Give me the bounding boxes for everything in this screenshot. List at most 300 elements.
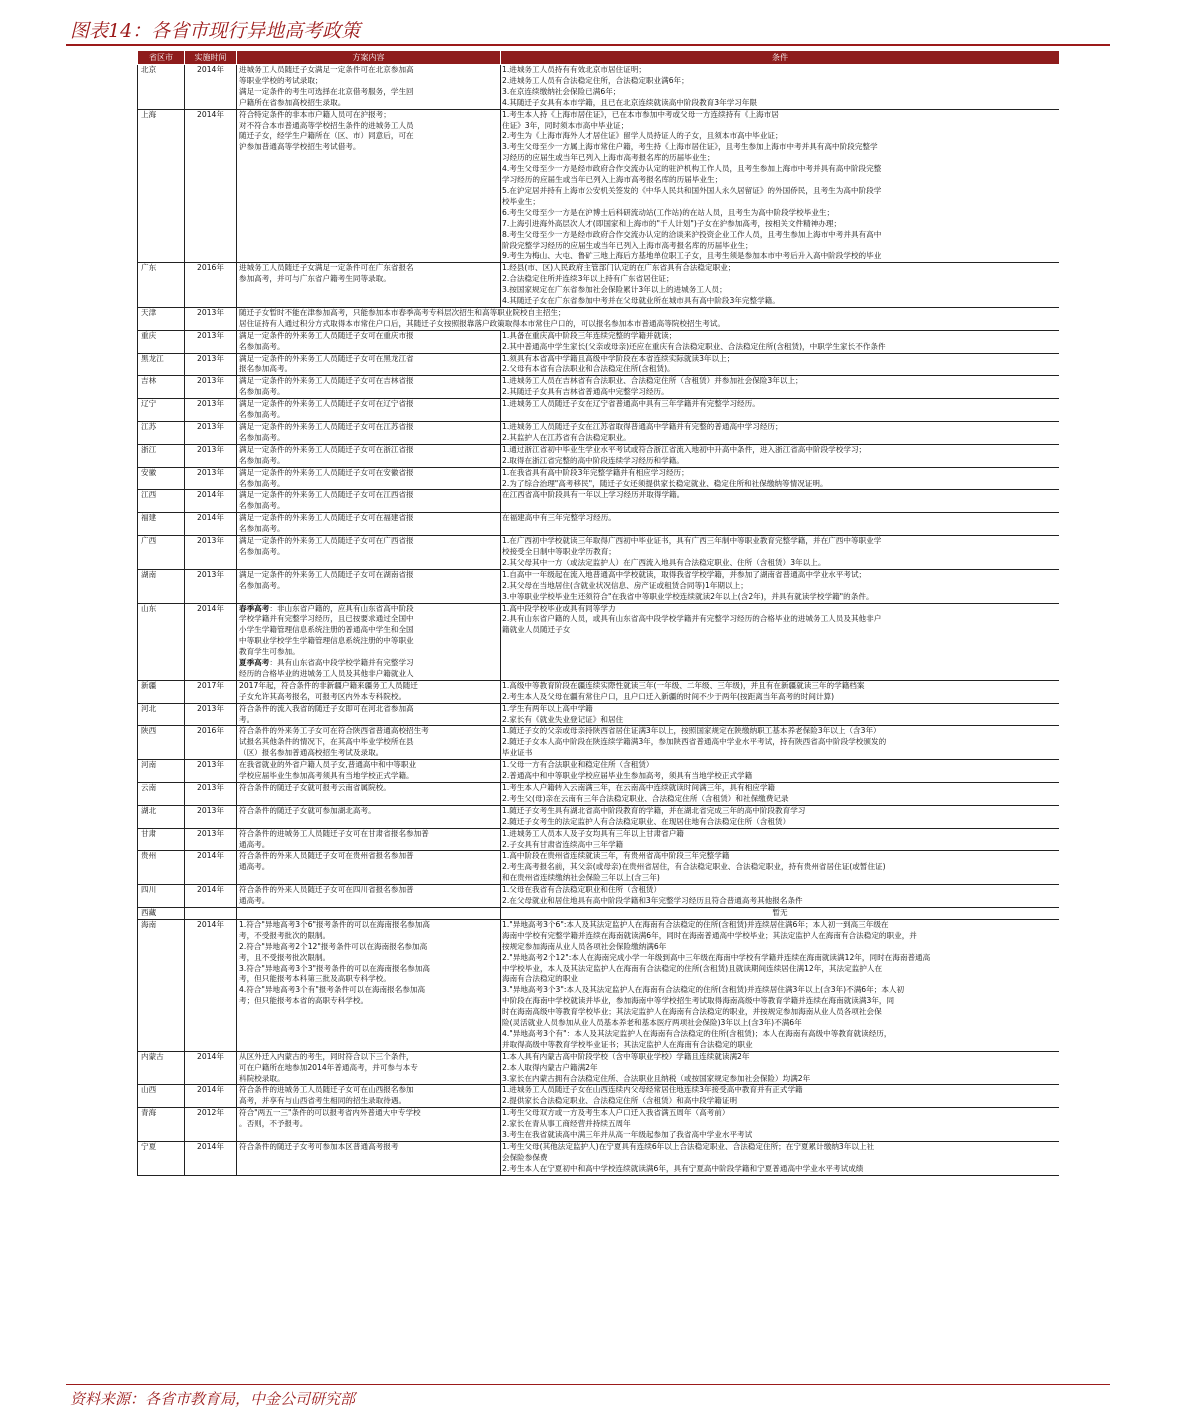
line-text: 中等职业学校学生学籍管理信息系统注册的中等职业 xyxy=(239,636,414,646)
cell-text-line: 1.本人具有内蒙古高中阶段学校（含中等职业学校）学籍且连续就读满2年 xyxy=(502,1051,750,1061)
plan-cell xyxy=(237,353,501,376)
table-row xyxy=(138,851,1060,885)
conditions-cell xyxy=(501,726,1060,760)
plan-cell xyxy=(237,330,501,353)
plan-cell xyxy=(237,1142,501,1176)
province-cell: 青海 xyxy=(138,1108,185,1142)
cell-text-line: 1.通过浙江省初中毕业生学业水平考试或符合浙江省流入地初中升高中条件，进入浙江省高中阶段学校学习； xyxy=(502,444,867,454)
plan-cell xyxy=(237,760,501,783)
policy-table-container xyxy=(137,50,1059,1382)
cell-text-line: 子女允许其高考报名，可报考区内外本专科院校。 xyxy=(239,691,407,701)
table-row xyxy=(138,263,1060,308)
header-year: 实施时间 xyxy=(185,51,237,65)
plan-cell xyxy=(237,783,501,806)
cell-text-line: 2.提供家长合法稳定职业、合法稳定住所（含租赁）和高中段学籍证明 xyxy=(502,1096,738,1106)
province-cell: 广东 xyxy=(138,263,185,308)
cell-text-line: 名参加高考。 xyxy=(239,580,285,590)
line-text: 学校学籍并有完整学习经历，且已按要求通过全国中 xyxy=(239,614,414,624)
cell-text-line: 1.考生父母双方或一方及考生本人户口迁入我省满五周年（高考前） xyxy=(502,1108,730,1118)
year-cell: 2013年 xyxy=(185,422,237,445)
plan-cell xyxy=(237,399,501,422)
cell-text-line: 3."异地高考3个3":本人及其法定监护人在海南有合法稳定的住所(含租赁)并连续居住满3年以上(含3年)不满6年；本人初 xyxy=(502,985,905,995)
year-cell xyxy=(185,907,237,919)
conditions-cell xyxy=(501,422,1060,445)
cell-text-line: 阶段完整学习经历的应届生或当年已列入上海市高考报名库的历届毕业生； xyxy=(502,240,753,250)
province-cell: 天津 xyxy=(138,307,185,330)
year-cell: 2013年 xyxy=(185,569,237,603)
cell-text-line: 2.其父母在当地居住(含就业状况信息、房产证或租赁合同等)1年期以上； xyxy=(502,580,748,590)
cell-text-line: 2.本人取得内蒙古户籍满2年 xyxy=(502,1062,598,1072)
plan-cell xyxy=(237,828,501,851)
province-cell: 河北 xyxy=(138,703,185,726)
cell-text-line: 3.考生在我省就读高中满三年并从高一年级起参加了我省高中学业水平考试 xyxy=(502,1130,753,1140)
cell-text-line xyxy=(239,669,498,680)
table-row xyxy=(138,376,1060,399)
province-cell: 辽宁 xyxy=(138,399,185,422)
cell-text-line: 名参加高考。 xyxy=(239,524,285,534)
table-row xyxy=(138,703,1060,726)
cell-text-line: 名参加高考。 xyxy=(239,546,285,556)
year-cell: 2016年 xyxy=(185,263,237,308)
cell-text-line: 考，且不受报考批次限制。 xyxy=(239,952,331,962)
cell-text-line: 通高考。 xyxy=(239,862,270,872)
cell-text-line: 2.子女具有甘肃省连续高中三年学籍 xyxy=(502,839,624,849)
year-cell: 2013年 xyxy=(185,444,237,467)
cell-text-line: 1.高中阶段在贵州省连续就读三年，有贵州省高中阶段三年完整学籍 xyxy=(502,851,730,861)
year-cell: 2013年 xyxy=(185,376,237,399)
plan-cell xyxy=(237,263,501,308)
cell-text-line: 满足一定条件的外来务工人员随迁子女可在安徽省报 xyxy=(239,467,414,477)
plan-cell xyxy=(237,307,1060,330)
cell-text-line: 4."异地高考3个有"：本人及其法定监护人在海南有合法稳定的住所(含租赁)；本人在海南有高级中等教育就读经历， xyxy=(502,1028,892,1038)
cell-text-line: 进城务工人员随迁子女满足一定条件可在广东省报名 xyxy=(239,263,414,273)
cell-text-line: 1.须具有本省高中学籍且高级中学阶段在本省连续实际就读3年以上； xyxy=(502,353,735,363)
cell-text-line: 报名参加高考。 xyxy=(239,364,293,374)
cell-text-line: （区）报名参加普通高校招生考试及录取。 xyxy=(239,748,384,758)
cell-text-line: 3.按国家规定在广东省参加社会保险累计3年以上的进城务工人员； xyxy=(502,285,727,295)
cell-text-line: 户籍所在省参加高校招生录取。 xyxy=(239,97,346,107)
year-cell: 2013年 xyxy=(185,805,237,828)
cell-text-line: 2.父母有本省有合法职业和合法稳定住所(含租赁)。 xyxy=(502,364,675,374)
cell-text-line: 2.在父母就业和居住地具有高中阶段学籍和3年完整学习经历且符合普通高考其他报名条件 xyxy=(502,896,803,906)
cell-text-line: 满足一定条件的外来务工人员随迁子女可在江苏省报 xyxy=(239,422,414,431)
table-row xyxy=(138,330,1060,353)
cell-text-line: 1.父母一方有合法职业和稳定住所（含租赁） xyxy=(502,760,654,770)
conditions-cell xyxy=(501,1142,1060,1176)
cell-text-line: 进城务工人员随迁子女满足一定条件可在北京参加高 xyxy=(239,65,414,74)
year-cell: 2014年 xyxy=(185,1051,237,1085)
plan-cell xyxy=(237,680,501,703)
table-row xyxy=(138,109,1060,263)
table-row xyxy=(138,805,1060,828)
cell-text-line: 7.上海引进海外高层次人才(即国家和上海市的"千人计划")子女在沪参加高考，按相关文件精神办理； xyxy=(502,218,842,228)
cell-text-line: 1.经县(市、区)人民政府主管部门认定的在广东省具有合法稳定职业； xyxy=(502,263,736,273)
cell-text-line: 居住证持有人通过积分方式取得本市常住户口后，其随迁子女按照报靠落户政策取得本市常住户口的，可以报名参加本市普通高等院校招生考试。 xyxy=(239,318,725,328)
cell-text-line: 2.家长在青从事工商经营并持续五周年 xyxy=(502,1119,631,1129)
plan-cell xyxy=(237,65,501,110)
cell-text-line: 满足一定条件的外来务工人员随迁子女可在湖南省报 xyxy=(239,569,414,579)
province-cell: 山东 xyxy=(138,603,185,680)
cell-text-line: 符合条件的随迁子女就可参加湖北高考。 xyxy=(239,805,376,815)
cell-text-line: 1.考生本人户籍转入云南满三年，在云南高中连续就读时间满三年，具有相应学籍 xyxy=(502,783,776,792)
header-province: 省区市 xyxy=(138,51,185,65)
cell-text-line: 1."异地高考3个6":本人及其法定监护人在海南有合法稳定的住所(含租赁)并连续居住满6年；本人初一到高三年级在 xyxy=(502,919,889,929)
province-cell: 甘肃 xyxy=(138,828,185,851)
province-cell: 云南 xyxy=(138,783,185,806)
province-cell: 新疆 xyxy=(138,680,185,703)
conditions-cell xyxy=(501,399,1060,422)
plan-cell xyxy=(237,885,501,908)
cell-text-line: 2.考生本人在宁夏初中和高中学校连续就读满6年，具有宁夏高中阶段学籍和宁夏普通高中学业水平考试成绩 xyxy=(502,1163,864,1173)
table-row xyxy=(138,726,1060,760)
conditions-cell xyxy=(501,109,1060,263)
plan-cell xyxy=(237,536,501,570)
cell-text-line: 随迁子女暂时不能在津参加高考，只能参加本市春季高考专科层次招生和高等职业院校自主招生； xyxy=(239,307,566,317)
year-cell: 2014年 xyxy=(185,65,237,110)
conditions-cell xyxy=(501,490,1060,513)
year-cell: 2014年 xyxy=(185,1142,237,1176)
cell-text-line: 通高考。 xyxy=(239,839,270,849)
table-row xyxy=(138,1142,1060,1176)
title-divider xyxy=(66,44,1110,46)
line-text: 经历的合格毕业的进城务工人员及其他非户籍就业人 xyxy=(239,668,414,678)
table-row xyxy=(138,907,1060,919)
line-text: ：非山东省户籍的，应具有山东省高中阶段 xyxy=(269,603,414,613)
year-cell: 2012年 xyxy=(185,1108,237,1142)
year-cell: 2014年 xyxy=(185,513,237,536)
plan-cell xyxy=(237,907,501,919)
cell-text-line: 海南有合法稳定的职业 xyxy=(502,974,578,984)
source-divider xyxy=(66,1384,1110,1385)
conditions-cell xyxy=(501,828,1060,851)
year-cell: 2013年 xyxy=(185,760,237,783)
cell-text-line: 2.符合"异地高考2个12"报考条件可以在海南报名参加高 xyxy=(239,941,428,951)
year-cell: 2013年 xyxy=(185,330,237,353)
cell-text-line: 校接受全日制中等职业学历教育； xyxy=(502,546,616,556)
province-cell: 湖南 xyxy=(138,569,185,603)
cell-text-line: 1.随迁子女的父亲或母亲持陕西省居住证满3年以上，按照国家规定在陕缴纳职工基本养老保险3年以上（含3年） xyxy=(502,726,881,736)
conditions-cell xyxy=(501,919,1060,1051)
plan-cell xyxy=(237,422,501,445)
policy-table xyxy=(137,50,1059,1176)
cell-text-line: 1.具备在重庆高中阶段三年连续完整的学籍并就读； xyxy=(502,330,677,340)
conditions-cell xyxy=(501,907,1060,919)
cell-text-line: 3.家长在内蒙古拥有合法稳定住所、合法职业且纳税（或按国家规定参加社会保险）均满2年 xyxy=(502,1073,811,1083)
year-cell: 2014年 xyxy=(185,919,237,1051)
cell-text-line: 1.进城务工人员随迁子女在江苏省取得普通高中学籍并有完整的普通高中学习经历； xyxy=(502,422,783,431)
conditions-cell xyxy=(501,569,1060,603)
conditions-cell xyxy=(501,353,1060,376)
table-row xyxy=(138,828,1060,851)
plan-cell xyxy=(237,513,501,536)
cell-text-line: 1.父母在我省有合法稳定职业和住所（含租赁） xyxy=(502,885,662,895)
cell-text-line: 2.其随迁子女具有吉林省普通高中完整学习经历。 xyxy=(502,387,669,397)
cell-text-line: 在江西省高中阶段具有一年以上学习经历并取得学籍。 xyxy=(502,490,685,500)
cell-text-line: 1.进城务工人员本人及子女均具有三年以上甘肃省户籍 xyxy=(502,828,684,838)
table-row xyxy=(138,885,1060,908)
cell-text-line: 习经历的应届生或当年已列入上海市高考报名库的历届毕业生； xyxy=(502,153,715,163)
cell-text-line: 2."异地高考2个12":本人在海南完成小学一年级到高中三年级在海南中学校有学籍并连续在海南就读满12年，同时在海南普通高 xyxy=(502,952,931,962)
conditions-cell xyxy=(501,536,1060,570)
province-cell: 江苏 xyxy=(138,422,185,445)
cell-text-line: 2017年起，符合条件的非新疆户籍来疆务工人员随迁 xyxy=(239,680,418,690)
cell-text-line: 可在户籍所在地参加2014年普通高考，并可参与本专 xyxy=(239,1062,418,1072)
cell-text-line: 名参加高考。 xyxy=(239,478,285,488)
cell-text-line: 住证》3年，同时须本市高中毕业证； xyxy=(502,120,629,130)
cell-text-line: 学校应届毕业生参加高考须具有当地学校正式学籍。 xyxy=(239,771,414,781)
cell-text-line: 名参加高考。 xyxy=(239,501,285,511)
header-conditions: 条件 xyxy=(501,51,1060,65)
cell-text-line: 名参加高考。 xyxy=(239,432,285,442)
conditions-cell xyxy=(501,263,1060,308)
plan-cell xyxy=(237,603,501,680)
plan-cell xyxy=(237,703,501,726)
conditions-cell xyxy=(501,680,1060,703)
cell-text-line: 符合条件的外来人员随迁子女可在四川省报名参加普 xyxy=(239,885,414,895)
cell-text-line: 满足一定条件的外来务工人员随迁子女可在江西省报 xyxy=(239,490,414,500)
cell-text-line xyxy=(239,604,498,615)
cell-text-line: 时在海南高级中等教育学校毕业；其法定监护人在海南有合法稳定的职业，并按规定参加海南从业人员各项社会保 xyxy=(502,1007,882,1017)
year-cell: 2016年 xyxy=(185,726,237,760)
table-row xyxy=(138,919,1060,1051)
cell-text-line: 并取得高级中等教育学校毕业证书；其法定监护人在海南有合法稳定的职业 xyxy=(502,1039,753,1049)
cell-text-line xyxy=(239,625,498,636)
cell-text-line: 满足一定条件的考生可选择在北京借考服务，学生回 xyxy=(239,86,414,96)
cell-text-line: 3.符合"异地高考3个3"报考条件的可以在海南报名参加高 xyxy=(239,963,430,973)
cell-text-line: 从区外迁入内蒙古的考生，同时符合以下三个条件， xyxy=(239,1051,414,1061)
province-cell: 浙江 xyxy=(138,444,185,467)
conditions-cell xyxy=(501,1051,1060,1085)
cell-text-line: 在福建高中有三年完整学习经历。 xyxy=(502,513,616,523)
year-cell: 2014年 xyxy=(185,851,237,885)
conditions-cell xyxy=(501,783,1060,806)
conditions-cell xyxy=(501,603,1060,680)
conditions-cell xyxy=(501,805,1060,828)
cell-text-line: 符合特定条件的非本市户籍人员可在沪报考； xyxy=(239,109,391,119)
province-cell: 山西 xyxy=(138,1085,185,1108)
province-cell: 西藏 xyxy=(138,907,185,919)
cell-text-line: 2.进城务工人员有合法稳定住所，合法稳定职业满6年； xyxy=(502,75,689,85)
cell-text-line: 1.高级中等教育阶段在疆连续实際性就读三年(一年级、二年级、三年级)，并且有在新疆就读三年的学籍档案 xyxy=(502,680,865,690)
table-header-row xyxy=(138,51,1060,65)
cell-text-line: 。否则，不予报考。 xyxy=(239,1119,308,1129)
province-cell: 陕西 xyxy=(138,726,185,760)
cell-text-line: 2.普通高中和中等职业学校应届毕业生参加高考，须具有当地学校正式学籍 xyxy=(502,771,753,781)
plan-cell xyxy=(237,1051,501,1085)
year-cell: 2014年 xyxy=(185,885,237,908)
cell-text-line: 中学校毕业，本人及其法定监护人在海南有合法稳定的住所(含租赁)且就读期间连续居住满12年，其法定监护人在 xyxy=(502,963,883,973)
cell-text-line: 2.随迁子女考生的法定监护人有合法稳定职业、在现居住地有合法稳定住所（含租赁） xyxy=(502,816,791,826)
cell-text-line: 等职业学校的考试录取； xyxy=(239,75,323,85)
cell-text-line: 名参加高考。 xyxy=(239,341,285,351)
table-row xyxy=(138,783,1060,806)
cell-text-line: 考，不受报考批次的限制。 xyxy=(239,930,331,940)
cell-text-line: 对不符合本市普通高等学校招生条件的进城务工人员 xyxy=(239,120,414,130)
cell-text-line: 符合条件的外来务工子女可在符合陕西省普通高校招生考 xyxy=(239,726,429,736)
cell-text-line: 符合条件的流入我省的随迁子女即可在河北省参加高 xyxy=(239,703,414,713)
plan-cell xyxy=(237,376,501,399)
cell-text-line: 名参加高考。 xyxy=(239,410,285,420)
cell-text-line: 满足一定条件的外来务工人员随迁子女可在浙江省报 xyxy=(239,444,414,454)
cell-text-line: 科院校录取。 xyxy=(239,1073,285,1083)
cell-text-line: 9.考生为梅山、大屯、鲁矿三地上海后方基地单位职工子女，且考生须是参加本市中考后升入高中阶段学校的毕业 xyxy=(502,251,882,261)
plan-cell xyxy=(237,1108,501,1142)
cell-text-line: 2.取得在浙江省完整的高中阶段连续学习经历和学籍。 xyxy=(502,455,684,465)
cell-text-line: 会保险参保费 xyxy=(502,1152,548,1162)
cell-text-line: 1.进城务工人员在吉林省有合法职业、合法稳定住所（含租赁）并参加社会保险3年以上； xyxy=(502,376,803,386)
cell-text-line: 2.考生为《上海市海外人才居住证》留学人员持证人的子女，且须本市高中毕业证； xyxy=(502,131,783,141)
cell-text-line: 1.在广西初中学校就读三年取得广西初中毕业证书，具有广西三年制中等职业教育完整学籍，并在广西中等职业学 xyxy=(502,536,882,546)
cell-text-line: 符合"两五一三"条件的可以报考省内外普通大中专学校 xyxy=(239,1108,421,1118)
province-cell: 广西 xyxy=(138,536,185,570)
cell-text-line: 2.家长有《就业失业登记证》和居住 xyxy=(502,714,624,724)
cell-text-line: 暂无 xyxy=(772,907,788,917)
cell-text-line: 中阶段在海南中学校就读并毕业，参加海南中等学校招生考试取得海南高级中等教育学籍并连续在海南就读满3年，同 xyxy=(502,996,895,1006)
year-cell: 2013年 xyxy=(185,783,237,806)
plan-cell xyxy=(237,444,501,467)
cell-text-line: 1.随迁子女考生具有湖北省高中阶段教育的学籍，并在湖北省完成三年的高中阶段教育学习 xyxy=(502,805,806,815)
year-cell: 2013年 xyxy=(185,467,237,490)
cell-text-line: 名参加高考。 xyxy=(239,455,285,465)
cell-text-line: 4.其随迁子女具有本市学籍，且已在北京连续就读高中阶段教育3年学习年限 xyxy=(502,97,758,107)
cell-text-line: 考，但只能报考本科第三批及高职专科学校。 xyxy=(239,974,391,984)
conditions-cell xyxy=(501,851,1060,885)
plan-cell xyxy=(237,851,501,885)
cell-text-line: 3.在京连续缴纳社会保险已满6年； xyxy=(502,86,621,96)
cell-text-line: 满足一定条件的外来务工人员随迁子女可在黑龙江省 xyxy=(239,353,414,363)
cell-text-line: 按规定参加海南从业人员各项社会保险缴纳满6年 xyxy=(502,941,667,951)
cell-text-line: 3.中等职业学校毕业生还须符合"在我省中等职业学校连续就读2年以上(含2年)，并具有就读学校学籍"的条件。 xyxy=(502,591,874,601)
province-cell: 贵州 xyxy=(138,851,185,885)
table-row xyxy=(138,1108,1060,1142)
table-row xyxy=(138,307,1060,330)
cell-text-line: 2.考生父(母)亲在云南有三年合法稳定职业、合法稳定住所（含租赁）和社保缴费记录 xyxy=(502,793,789,803)
cell-text-line: 2.其中普通高中学生家长(父亲或母亲)还应在重庆有合法稳定职业、合法稳定住所(含租赁)，中职学生家长不作条件 xyxy=(502,341,886,351)
conditions-cell xyxy=(501,1108,1060,1142)
province-cell: 内蒙古 xyxy=(138,1051,185,1085)
cell-text-line: 满足一定条件的外来务工人员随迁子女可在广西省报 xyxy=(239,536,414,546)
cell-text-line: 满足一定条件的外来务工人员随迁子女可在吉林省报 xyxy=(239,376,414,386)
cell-text-line: 2.随迁子女本人高中阶段在陕连续学籍满3年，参加陕西省普通高中学业水平考试，持有陕西省高中阶段学校颁发的 xyxy=(502,737,887,747)
province-cell: 四川 xyxy=(138,885,185,908)
bold-label: 夏季高考 xyxy=(239,658,270,668)
figure-title: 图表14：各省市现行异地高考政策 xyxy=(70,20,361,42)
province-cell: 海南 xyxy=(138,919,185,1051)
line-text: 教育学生可参加。 xyxy=(239,647,300,657)
table-row xyxy=(138,399,1060,422)
cell-text-line: 1.进城务工人员随迁子女在山西连续内父母经常居住地连续3年接受高中教育并有正式学籍 xyxy=(502,1085,803,1095)
cell-text-line: 高考，并享有与山西省考生相同的招生录取待遇。 xyxy=(239,1096,407,1106)
plan-cell xyxy=(237,569,501,603)
source-note: 资料来源：各省市教育局，中金公司研究部 xyxy=(70,1390,356,1408)
cell-text-line: 通高考。 xyxy=(239,896,270,906)
table-row xyxy=(138,353,1060,376)
cell-text-line: 满足一定条件的外来务工人员随迁子女可在重庆市报 xyxy=(239,330,414,340)
conditions-cell xyxy=(501,885,1060,908)
province-cell: 吉林 xyxy=(138,376,185,399)
plan-cell xyxy=(237,805,501,828)
cell-text-line: 1.考生本人持《上海市居住证》，已在本市参加中考或父母一方连续持有《上海市居 xyxy=(502,109,779,119)
cell-text-line: 1.自高中一年级起在流入地普通高中学校就读，取得我省学校学籍，并参加了湖南省普通高中学业水平考试； xyxy=(502,569,867,579)
cell-text-line: 符合条件的进城务工人员随迁子女可在甘肃省报名参加普 xyxy=(239,828,429,838)
cell-text-line: 1.学生有两年以上高中学籍 xyxy=(502,703,593,713)
conditions-cell xyxy=(501,467,1060,490)
cell-text-line: 满足一定条件的外来务工人员随迁子女可在福建省报 xyxy=(239,513,414,523)
cell-text-line: 符合条件的随迁子女就可报考云南省属院校。 xyxy=(239,783,391,792)
cell-text-line: 2.考生本人及父母在疆有常住户口，且户口迁入新疆的时间不少于两年(按距离当年高考的时间计算) xyxy=(502,691,835,701)
cell-text-line: 6.考生父母至少一方是在沪博士后科研流动站(工作站)的在站人员，且考生为高中阶段学校毕业生； xyxy=(502,207,835,217)
cell-text-line: 名参加高考。 xyxy=(239,387,285,397)
plan-cell xyxy=(237,919,501,1051)
cell-text-line: 4.考生父母至少一方是经市政府合作交流办认定的驻沪机构工作人员，且考生参加上海市中考并具有高中阶段完整 xyxy=(502,164,882,174)
table-row xyxy=(138,513,1060,536)
province-cell: 黑龙江 xyxy=(138,353,185,376)
table-row xyxy=(138,467,1060,490)
province-cell: 北京 xyxy=(138,65,185,110)
table-row xyxy=(138,1051,1060,1085)
year-cell: 2014年 xyxy=(185,1085,237,1108)
cell-text-line: 3.考生父母至少一方属上海市常住户籍，考生持《上海市居住证》，且考生参加上海市中考并具有高中阶段完整学 xyxy=(502,142,878,152)
cell-text-line xyxy=(239,647,498,658)
cell-text-line: 沪参加普通高等学校招生考试借考。 xyxy=(239,142,361,152)
province-cell: 福建 xyxy=(138,513,185,536)
year-cell: 2013年 xyxy=(185,703,237,726)
year-cell: 2014年 xyxy=(185,603,237,680)
table-body xyxy=(138,65,1060,1176)
year-cell: 2013年 xyxy=(185,399,237,422)
cell-text-line: 考；但只能报考本省的高职专科学校。 xyxy=(239,996,369,1006)
year-cell: 2014年 xyxy=(185,109,237,263)
table-row xyxy=(138,569,1060,603)
cell-text-line: 4.符合"异地高考3个有"报考条件可以在海南报名参加高 xyxy=(239,985,426,995)
cell-text-line: 校毕业生； xyxy=(502,196,540,206)
plan-cell xyxy=(237,490,501,513)
cell-text-line: 2.具有山东省户籍的人员，或具有山东省高中段学校学籍并有完整学习经历的合格毕业的进城务工人员及其他非户 xyxy=(502,614,882,624)
cell-text-line: 2.合法稳定住所并连续3年以上持有广东省居住证； xyxy=(502,274,674,284)
conditions-cell xyxy=(501,703,1060,726)
cell-text-line: 2.考生高考报名前，其父亲(或母亲)在贵州省居住，有合法稳定职业、合法稳定职业，持有贵州省居住证(或暂住证) xyxy=(502,862,886,872)
plan-cell xyxy=(237,726,501,760)
cell-text-line xyxy=(239,636,498,647)
table-row xyxy=(138,444,1060,467)
cell-text-line: 1.符合"异地高考3个6"报考条件的可以在海南报名参加高 xyxy=(239,919,430,929)
province-cell: 安徽 xyxy=(138,467,185,490)
cell-text-line: 1.考生父母(其他法定监护人)在宁夏具有连续6年以上合法稳定职业、合法稳定住所；在宁夏累计缴纳3年以上社 xyxy=(502,1142,875,1151)
conditions-cell xyxy=(501,444,1060,467)
table-row xyxy=(138,603,1060,680)
cell-text-line: 在我省就业的外省户籍人员子女,普通高中和中等职业 xyxy=(239,760,417,770)
conditions-cell xyxy=(501,376,1060,399)
cell-text-line: 1.进城务工人员持有有效北京市居住证明； xyxy=(502,65,646,74)
cell-text-line: 1.在我省具有高中阶段3年完整学籍并有相应学习经历； xyxy=(502,467,689,477)
table-row xyxy=(138,536,1060,570)
province-cell: 河南 xyxy=(138,760,185,783)
conditions-cell xyxy=(501,330,1060,353)
province-cell: 上海 xyxy=(138,109,185,263)
plan-cell xyxy=(237,109,501,263)
table-row xyxy=(138,490,1060,513)
year-cell: 2013年 xyxy=(185,353,237,376)
header-plan: 方案内容 xyxy=(237,51,501,65)
plan-cell xyxy=(237,1085,501,1108)
cell-text-line: 符合条件的随迁子女考可参加本区普通高考报考 xyxy=(239,1142,399,1151)
year-cell: 2013年 xyxy=(185,307,237,330)
line-text: 小学生学籍管理信息系统注册的普通高中学生和全国 xyxy=(239,625,414,635)
cell-text-line: 5.在沪定居并持有上海市公安机关签发的《中华人民共和国外国人永久居留证》的外国侨民，且考生为高中阶段学 xyxy=(502,185,882,195)
cell-text-line: 满足一定条件的外来务工人员随迁子女可在辽宁省报 xyxy=(239,399,414,409)
year-cell: 2017年 xyxy=(185,680,237,703)
province-cell: 湖北 xyxy=(138,805,185,828)
